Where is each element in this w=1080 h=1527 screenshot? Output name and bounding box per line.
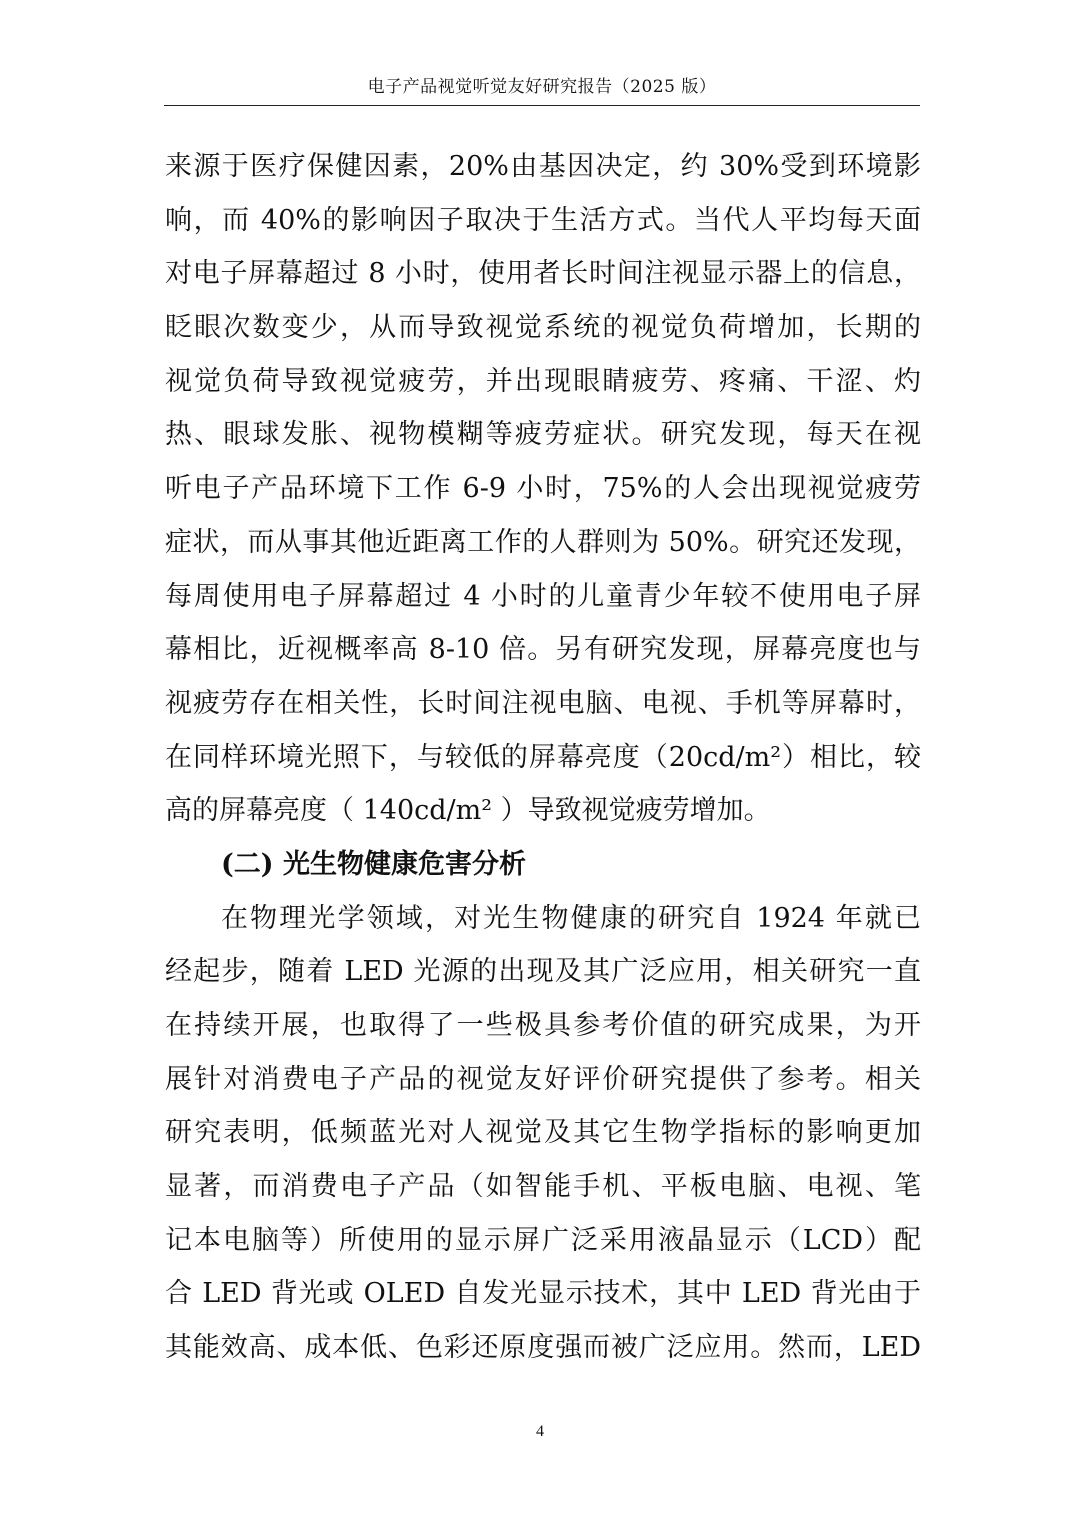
- paragraph-line: 来源于医疗保健因素，20%由基因决定，约 30%受到环境影: [165, 151, 921, 182]
- paragraph-line: 每周使用电子屏幕超过 4 小时的儿童青少年较不使用电子屏: [165, 580, 921, 612]
- paragraph-line: 在持续开展，也取得了一些极具参考价值的研究成果，为开: [165, 1010, 921, 1041]
- paragraph-line: 记本电脑等）所使用的显示屏广泛采用液晶显示（LCD）配: [165, 1224, 921, 1256]
- paragraph-line: 展针对消费电子产品的视觉友好评价研究提供了参考。相关: [165, 1063, 921, 1095]
- running-header: 电子产品视觉听觉友好研究报告（2025 版）: [367, 77, 717, 97]
- paragraph-line: 对电子屏幕超过 8 小时，使用者长时间注视显示器上的信息，: [165, 258, 921, 290]
- paragraph-line: 在同样环境光照下，与较低的屏幕亮度（20cd/m²）相比，较: [165, 741, 921, 773]
- paragraph-line: 视疲劳存在相关性，长时间注视电脑、电视、手机等屏幕时，: [165, 687, 921, 719]
- paragraph-line: 听电子产品环境下工作 6-9 小时，75%的人会出现视觉疲劳: [165, 473, 921, 505]
- main-text: [165, 140, 921, 1375]
- page-number: 4: [536, 1423, 544, 1440]
- paragraph-line: 眨眼次数变少，从而导致视觉系统的视觉负荷增加，长期的: [165, 312, 921, 344]
- paragraph-line: 响，而 40%的影响因子取决于生活方式。当代人平均每天面: [165, 204, 921, 236]
- paragraph-line: 研究表明，低频蓝光对人视觉及其它生物学指标的影响更加: [165, 1117, 921, 1149]
- paragraph-line: 热、眼球发胀、视物模糊等疲劳症状。研究发现，每天在视: [165, 419, 921, 451]
- paragraph-line: 视觉负荷导致视觉疲劳，并出现眼睛疲劳、疼痛、干涩、灼: [165, 365, 921, 397]
- paragraph-line: 其能效高、成本低、色彩还原度强而被广泛应用。然而，LED: [165, 1332, 921, 1364]
- paragraph-line: 经起步，随着 LED 光源的出现及其广泛应用，相关研究一直: [165, 956, 921, 988]
- paragraph-line: 显著，而消费电子产品（如智能手机、平板电脑、电视、笔: [165, 1171, 921, 1203]
- paragraph-line: 在物理光学领域，对光生物健康的研究自 1924 年就已: [221, 902, 921, 934]
- header-divider: [164, 105, 920, 106]
- section-heading: (二) 光生物健康危害分析: [221, 848, 526, 880]
- paragraph-line: 幕相比，近视概率高 8-10 倍。另有研究发现，屏幕亮度也与: [165, 634, 921, 666]
- paragraph-line: 高的屏幕亮度（ 140cd/m² ）导致视觉疲劳增加。: [165, 795, 771, 827]
- paragraph-line: 合 LED 背光或 OLED 自发光显示技术，其中 LED 背光由于: [165, 1278, 921, 1310]
- paragraph-line: 症状，而从事其他近距离工作的人群则为 50%。研究还发现，: [165, 526, 921, 558]
